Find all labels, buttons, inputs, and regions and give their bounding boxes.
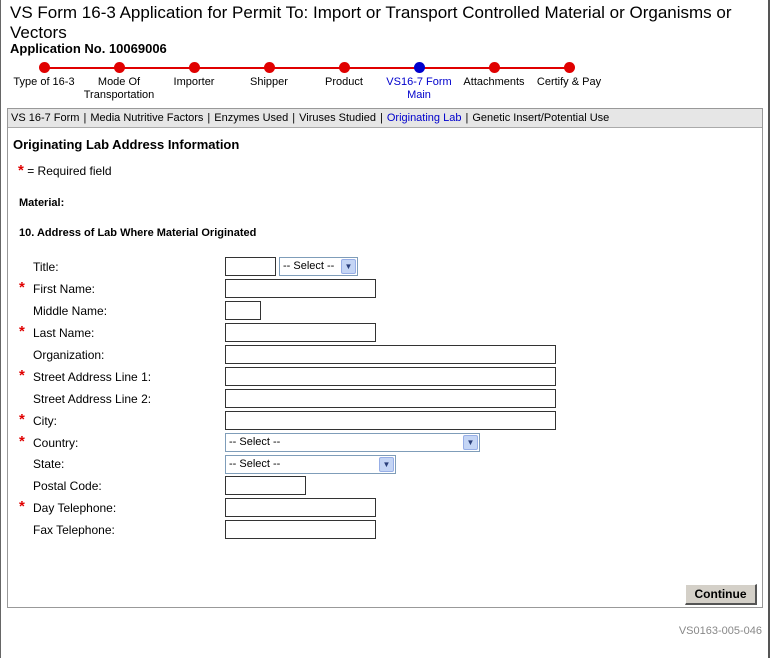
progress-step-dot[interactable] [114,62,125,73]
question-label: 10. Address of Lab Where Material Originated [19,227,257,239]
tab-enzymes-used[interactable]: Enzymes Used [214,112,289,124]
required-star: * [19,433,25,450]
middle-name-label: Middle Name: [33,304,108,318]
progress-step-dot[interactable] [564,62,575,73]
required-star: * [19,279,25,296]
page-title: VS Form 16-3 Application for Permit To: Import or Transport Controlled Material or Organisms or Vectors [10,3,732,42]
required-star: * [18,162,24,179]
city-label: City: [33,414,57,428]
tab-separator: | [292,112,296,124]
required-note [18,162,112,179]
required-note-text: = Required field [27,164,112,178]
country-label: Country: [33,436,79,450]
progress-step-label[interactable]: Mode Of Transportation [83,76,155,101]
progress-step-dot[interactable] [264,62,275,73]
street2-label: Street Address Line 2: [33,392,152,406]
progress-step-dot[interactable] [339,62,350,73]
tab-media-nutritive-factors[interactable]: Media Nutritive Factors [90,112,204,124]
progress-step-label[interactable]: Attachments [463,76,525,88]
form-panel [7,108,763,608]
postal-code-input[interactable] [225,476,306,495]
progress-step-dot[interactable] [39,62,50,73]
tab-separator: | [379,112,383,124]
progress-step-label[interactable]: Certify & Pay [536,76,602,88]
street1-label: Street Address Line 1: [33,370,152,384]
last-name-input[interactable] [225,323,376,342]
tab-genetic-insert[interactable]: Genetic Insert/Potential Use [472,112,610,124]
tab-originating-lab[interactable]: Originating Lab [386,112,462,124]
progress-step-dot[interactable] [489,62,500,73]
application-number: Application No. 10069006 [10,41,167,56]
organization-input[interactable] [225,345,556,364]
material-label: Material: [19,197,65,209]
fax-telephone-label: Fax Telephone: [33,523,115,537]
chevron-down-icon: ▼ [379,457,394,472]
progress-step-label[interactable]: Type of 16-3 [13,76,75,88]
continue-button[interactable]: Continue [685,584,757,605]
first-name-label: First Name: [33,282,96,296]
street1-input[interactable] [225,367,556,386]
country-select-value: -- Select -- [229,436,281,448]
section-title: Originating Lab Address Information [13,137,240,152]
progress-step-dot[interactable] [414,62,425,73]
required-star: * [19,367,25,384]
progress-step-label[interactable]: Product [325,76,363,88]
tab-separator: | [207,112,211,124]
tab-separator: | [465,112,469,124]
city-input[interactable] [225,411,556,430]
last-name-label: Last Name: [33,326,95,340]
title-label: Title: [33,260,59,274]
title-select-value: -- Select -- [283,260,335,272]
progress-step-label[interactable]: VS16-7 Form Main [386,76,452,101]
day-telephone-input[interactable] [225,498,376,517]
progress-step-label[interactable]: Importer [173,76,215,88]
sub-tabs [8,109,762,128]
form-code: VS0163-005-046 [678,625,762,637]
state-select[interactable] [225,455,396,474]
progress-step-label[interactable]: Shipper [250,76,288,88]
progress-step-dot[interactable] [189,62,200,73]
title-select[interactable] [279,257,358,276]
fax-telephone-input[interactable] [225,520,376,539]
organization-label: Organization: [33,348,105,362]
state-select-value: -- Select -- [229,458,281,470]
middle-name-input[interactable] [225,301,261,320]
tab-vs16-7-form[interactable]: VS 16-7 Form [11,112,80,124]
state-label: State: [33,457,65,471]
required-star: * [19,323,25,340]
chevron-down-icon: ▼ [341,259,356,274]
chevron-down-icon: ▼ [463,435,478,450]
day-telephone-label: Day Telephone: [33,501,117,515]
tab-separator: | [83,112,87,124]
required-star: * [19,411,25,428]
tab-viruses-studied[interactable]: Viruses Studied [299,112,376,124]
street2-input[interactable] [225,389,556,408]
postal-code-label: Postal Code: [33,479,102,493]
required-star: * [19,498,25,515]
first-name-input[interactable] [225,279,376,298]
country-select[interactable] [225,433,480,452]
title-input[interactable] [225,257,276,276]
